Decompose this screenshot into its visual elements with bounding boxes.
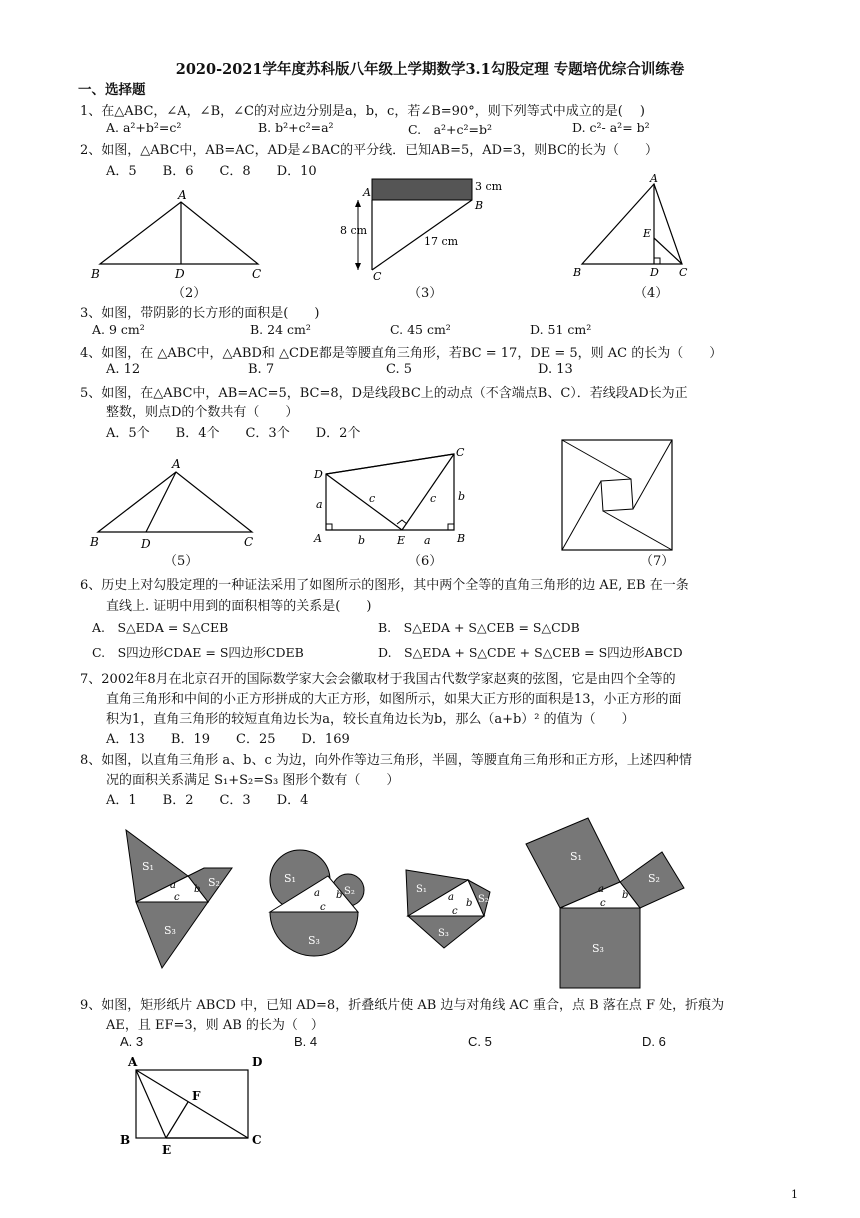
svg-text:S₂: S₂ xyxy=(648,872,660,885)
svg-text:b: b xyxy=(358,534,366,547)
q7-stem-line3: 积为1，直角三角形的较短直角边长为a，较长直角边长为b，那么（a+b）² 的值为（ ） xyxy=(106,712,635,727)
svg-text:c: c xyxy=(320,902,326,913)
svg-text:A: A xyxy=(172,457,181,471)
page-number: 1 xyxy=(791,1188,798,1201)
figure-3-caption: （3） xyxy=(408,286,443,301)
svg-text:S₁: S₁ xyxy=(284,872,296,885)
svg-text:B: B xyxy=(573,266,582,279)
svg-text:S₃: S₃ xyxy=(592,942,604,955)
q4-option-d: D. 13 xyxy=(538,362,573,377)
figure-5-caption: （5） xyxy=(164,554,199,569)
figure-5-triangle xyxy=(86,456,266,552)
q8-figure-isosceles-right xyxy=(400,852,510,962)
q8-figure-semicircle xyxy=(264,836,384,976)
svg-text:c: c xyxy=(452,906,458,917)
q4-option-b: B. 7 xyxy=(248,362,275,377)
svg-text:A: A xyxy=(314,532,322,545)
svg-text:S₂: S₂ xyxy=(344,886,355,897)
q1-stem: 1、在△ABC，∠A，∠B，∠C的对应边分别是a，b，c，若∠B=90°，则下列等式中成立的是( ) xyxy=(80,104,645,119)
section-heading: 一、选择题 xyxy=(78,82,146,98)
q3-option-c: C. 45 cm² xyxy=(390,322,451,337)
svg-text:A: A xyxy=(650,172,658,185)
q1-option-c: C. a²+c²=b² xyxy=(408,122,493,137)
q7-stem-line2: 直角三角形和中间的小正方形拼成的大正方形，如图所示，如果大正方形的面积是13，小正方形的面 xyxy=(106,692,682,707)
svg-text:b: b xyxy=(466,898,473,909)
svg-text:E: E xyxy=(162,1143,172,1157)
svg-text:b: b xyxy=(194,884,201,895)
q9-stem-line2: AE，且 EF=3，则 AB 的长为（ ） xyxy=(106,1018,324,1033)
q3-option-a: A. 9 cm² xyxy=(92,322,145,337)
svg-text:a: a xyxy=(170,880,176,891)
svg-text:D: D xyxy=(175,267,185,281)
q1-option-b: B. b²+c²=a² xyxy=(258,120,334,135)
figure-3-height-label: 8 cm xyxy=(340,224,368,237)
q8-figure-squares xyxy=(522,810,692,996)
q6-option-d: D. S△EDA + S△CDE + S△CEB = S四边形ABCD xyxy=(378,645,683,660)
svg-text:B: B xyxy=(457,532,466,545)
q9-figure-folded-rectangle xyxy=(116,1050,276,1160)
figure-6-caption: （6） xyxy=(408,554,443,569)
q3-option-b: B. 24 cm² xyxy=(250,322,311,337)
q1-option-d: D. c²- a²= b² xyxy=(572,120,650,135)
q9-stem-line1: 9、如图，矩形纸片 ABCD 中，已知 AD=8，折叠纸片使 AB 边与对角线 AC 重合，点 B 落在点 F 处，折痕为 xyxy=(80,998,725,1013)
svg-text:c: c xyxy=(430,492,437,505)
q8-figure-equilateral xyxy=(118,826,248,976)
q1-option-a: A. a²+b²=c² xyxy=(106,120,182,135)
page-title: 2020-2021学年度苏科版八年级上学期数学3.1勾股定理 专题培优综合训练卷 xyxy=(175,61,685,78)
figure-2-caption: （2） xyxy=(172,286,207,301)
q9-option-c: C. 5 xyxy=(468,1034,492,1049)
q6-option-c: C. S四边形CDAE = S四边形CDEB xyxy=(92,645,304,660)
svg-text:S₂: S₂ xyxy=(478,894,489,905)
figure-4-caption: （4） xyxy=(634,286,669,301)
q6-option-a: A. S△EDA = S△CEB xyxy=(92,620,229,635)
svg-text:c: c xyxy=(174,892,180,903)
q5-stem-line2: 整数，则点D的个数共有（ ） xyxy=(106,405,299,420)
figure-7-caption: （7） xyxy=(640,554,675,569)
q4-stem: 4、如图，在 △ABC中，△ABD和 △CDE都是等腰直角三角形，若BC = 17，DE = 5，则 AC 的长为（ ） xyxy=(80,346,723,361)
svg-text:b: b xyxy=(336,890,343,901)
svg-text:B: B xyxy=(475,199,484,212)
q9-option-b: B. 4 xyxy=(294,1034,318,1049)
svg-text:c: c xyxy=(600,898,606,909)
q8-stem-line1: 8、如图，以直角三角形 a、b、c 为边，向外作等边三角形，半圆，等腰直角三角形和正方形，上述四种情 xyxy=(80,753,692,768)
q9-option-a: A. 3 xyxy=(120,1034,144,1049)
q7-options: A．13 B．19 C．25 D．169 xyxy=(106,732,350,747)
svg-text:F: F xyxy=(192,1089,201,1103)
q4-option-a: A. 12 xyxy=(106,362,141,377)
svg-text:C: C xyxy=(252,1133,262,1147)
q4-option-c: C. 5 xyxy=(386,362,413,377)
q7-stem-line1: 7、2002年8月在北京召开的国际数学家大会会徽取材于我国古代数学家赵爽的弦图，它是由四个全等的 xyxy=(80,672,676,687)
svg-text:C: C xyxy=(456,446,465,459)
svg-text:a: a xyxy=(598,884,604,895)
svg-text:C: C xyxy=(373,270,382,283)
svg-text:D: D xyxy=(650,266,659,279)
svg-text:B: B xyxy=(90,535,99,549)
figure-3-shaded-rectangle xyxy=(336,176,516,284)
q2-options: A．5 B．6 C．8 D．10 xyxy=(106,164,317,179)
svg-text:C: C xyxy=(252,267,262,281)
svg-text:S₃: S₃ xyxy=(438,928,449,939)
svg-text:B: B xyxy=(91,267,100,281)
q9-option-d: D. 6 xyxy=(642,1034,666,1049)
svg-text:B: B xyxy=(120,1133,131,1147)
figure-6-trapezoid xyxy=(306,444,476,550)
svg-text:D: D xyxy=(252,1055,263,1069)
svg-text:b: b xyxy=(458,490,466,503)
q6-stem-line1: 6、历史上对勾股定理的一种证法采用了如图所示的图形，其中两个全等的直角三角形的边 AE, EB 在一条 xyxy=(80,578,689,593)
svg-text:S₁: S₁ xyxy=(570,850,582,863)
svg-text:C: C xyxy=(679,266,688,279)
svg-text:E: E xyxy=(643,227,652,240)
svg-text:A: A xyxy=(128,1055,138,1069)
q6-option-b: B. S△EDA + S△CEB = S△CDB xyxy=(378,620,580,635)
svg-text:D: D xyxy=(141,537,151,551)
figure-4-triangle xyxy=(570,172,700,284)
svg-text:a: a xyxy=(424,534,431,547)
q5-stem-line1: 5、如图，在△ABC中，AB=AC=5，BC=8，D是线段BC上的动点（不含端点B、C）．若线段AD长为正 xyxy=(80,386,688,401)
svg-text:b: b xyxy=(622,890,629,901)
figure-3-diag-label: 17 cm xyxy=(424,235,459,248)
svg-text:a: a xyxy=(316,498,323,511)
q5-options: A．5个 B．4个 C．3个 D．2个 xyxy=(106,426,361,441)
svg-text:a: a xyxy=(448,892,454,903)
svg-text:S₃: S₃ xyxy=(164,924,176,937)
q2-stem: 2、如图，△ABC中，AB=AC，AD是∠BAC的平分线．已知AB=5，AD=3，则BC的长为（ ） xyxy=(80,143,658,158)
q8-stem-line2: 况的面积关系满足 S₁+S₂=S₃ 图形个数有（ ） xyxy=(106,773,400,788)
q3-stem: 3、如图，带阴影的长方形的面积是( ) xyxy=(80,306,320,321)
figure-3-width-label: 3 cm xyxy=(475,180,503,193)
svg-text:c: c xyxy=(369,492,376,505)
q6-stem-line2: 直线上. 证明中用到的面积相等的关系是( ) xyxy=(106,599,372,614)
svg-text:S₁: S₁ xyxy=(142,860,154,873)
svg-text:C: C xyxy=(244,535,254,549)
svg-text:S₂: S₂ xyxy=(208,876,220,889)
svg-text:S₁: S₁ xyxy=(416,884,427,895)
figure-7-zhao-shuang-square xyxy=(560,438,676,552)
svg-text:D: D xyxy=(314,468,323,481)
q8-options: A．1 B．2 C．3 D．4 xyxy=(106,793,309,808)
svg-text:A: A xyxy=(178,190,187,202)
svg-text:A: A xyxy=(363,186,371,199)
q3-option-d: D. 51 cm² xyxy=(530,322,592,337)
svg-text:S₃: S₃ xyxy=(308,934,320,947)
svg-text:E: E xyxy=(397,534,406,547)
svg-text:a: a xyxy=(314,888,320,899)
